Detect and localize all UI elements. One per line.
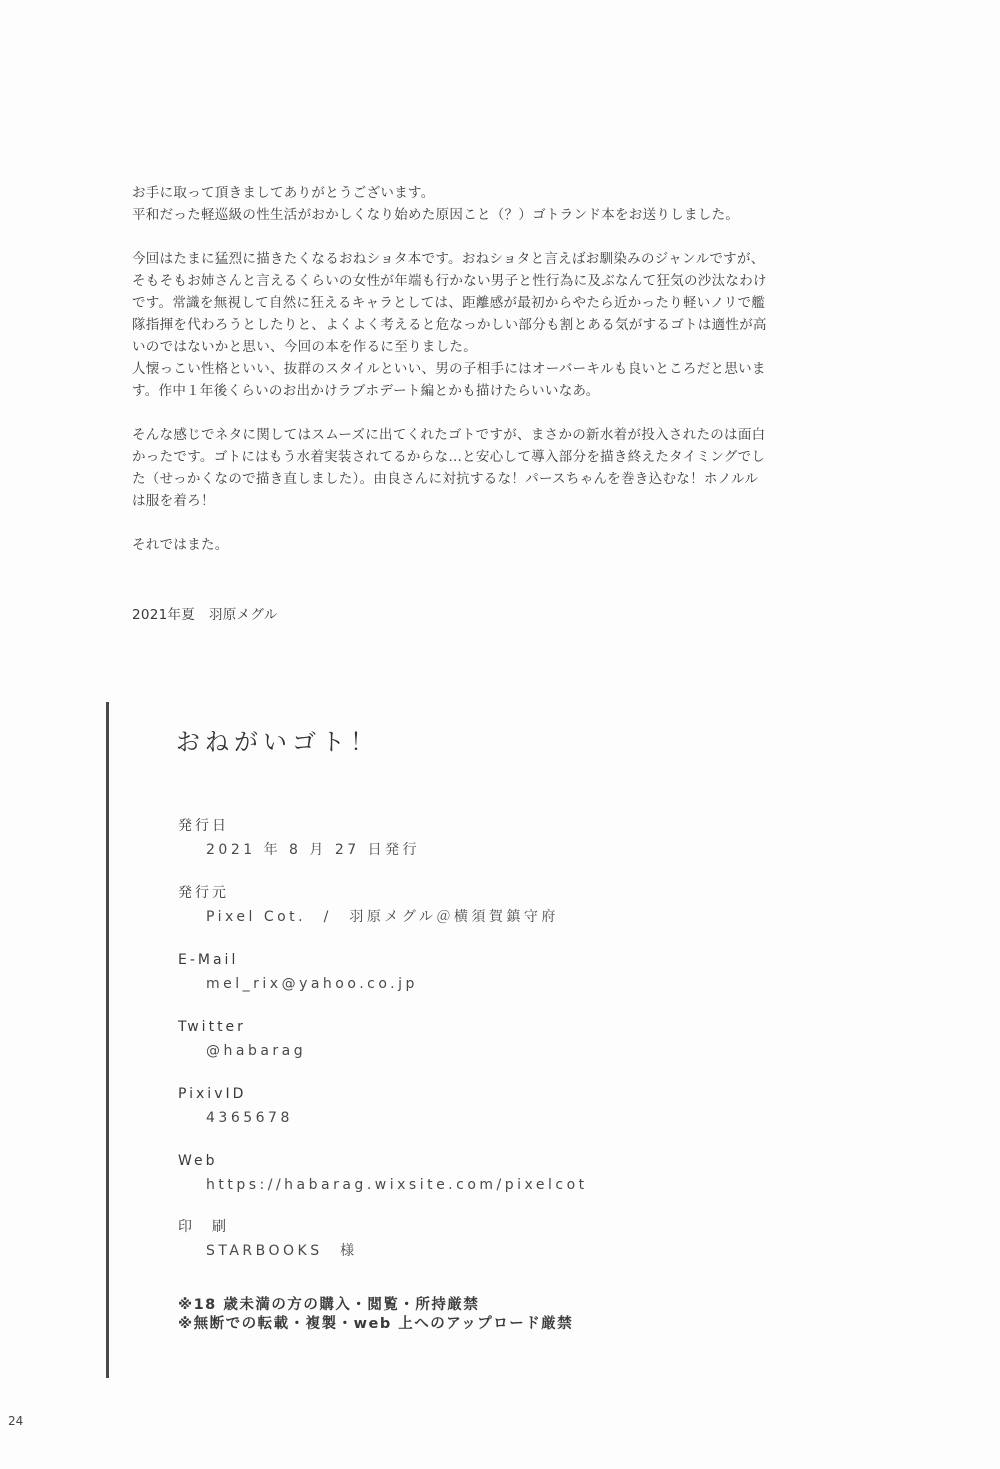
web-value: https://habarag.wixsite.com/pixelcot — [206, 1177, 588, 1193]
text-line: 今回はたまに猛烈に描きたくなるおねショタ本です。おねショタと言えばお馴染みのジャンルですが、 — [132, 251, 765, 267]
notice-no-reproduction: ※無断での転載・複製・web 上へのアップロード厳禁 — [178, 1316, 574, 1332]
text-line: た（せっかくなので描き直しました）。由良さんに対抗するな！パースちゃんを巻き込むな！ホノルル — [132, 471, 759, 487]
web-label: Web — [178, 1153, 218, 1169]
colophon-pixiv — [178, 1084, 293, 1128]
colophon-printer — [178, 1217, 358, 1261]
colophon-divider — [106, 702, 109, 1378]
afterword-paragraph — [132, 534, 842, 556]
email-label: E-Mail — [178, 952, 239, 968]
text-line: お手に取って頂きましてありがとうございます。 — [132, 185, 435, 201]
colophon-publisher — [178, 883, 559, 927]
text-line: 人懐っこい性格といい、抜群のスタイルといい、男の子相手にはオーバーキルも良いところだと思いま — [132, 361, 766, 377]
afterword-paragraph — [132, 182, 842, 226]
text-line: 平和だった軽巡級の性生活がおかしくなり始めた原因こと（？）ゴトランド本をお送りしました。 — [132, 207, 740, 223]
text-line: です。常識を無視して自然に狂えるキャラとしては、距離感が最初からやたら近かったり軽いノリで艦 — [132, 295, 766, 311]
text-line: は服を着ろ！ — [132, 493, 215, 509]
colophon-publish-date — [178, 816, 420, 860]
afterword — [132, 182, 842, 578]
text-line: かったです。ゴトにはもう水着実装されてるからな…と安心して導入部分を描き終えたタイミングでし — [132, 449, 766, 465]
text-line: す。作中１年後くらいのお出かけラブホデート編とかも描けたらいいなあ。 — [132, 383, 600, 399]
publisher-label: 発行元 — [178, 885, 229, 901]
afterword-paragraph — [132, 248, 842, 402]
twitter-label: Twitter — [178, 1019, 246, 1035]
pixiv-label: PixivID — [178, 1086, 247, 1102]
twitter-value: @habarag — [206, 1043, 307, 1059]
text-line: 隊指揮を代わろうとしたりと、よくよく考えると危なっかしい部分も割とある気がするゴトは適性が高 — [132, 317, 767, 333]
notice-age-restriction: ※18 歳未満の方の購入・閲覧・所持厳禁 — [178, 1297, 480, 1313]
colophon-title: おねがいゴト！ — [176, 728, 379, 756]
colophon-twitter — [178, 1017, 306, 1061]
publisher-value: Pixel Cot. / 羽原メグル＠横須賀鎮守府 — [206, 909, 559, 925]
colophon-notices — [178, 1296, 573, 1334]
printer-value: STARBOOKS 様 — [206, 1243, 358, 1259]
text-line: それではまた。 — [132, 537, 229, 553]
pixiv-value: 4365678 — [206, 1110, 293, 1126]
colophon-web — [178, 1151, 588, 1195]
page-number: 24 — [8, 1414, 24, 1428]
afterword-signature: 2021年夏 羽原メグル — [132, 607, 278, 623]
publish-date-value: 2021 年 8 月 27 日発行 — [206, 842, 421, 858]
printer-label: 印 刷 — [178, 1219, 229, 1235]
text-line: いのではないかと思い、今回の本を作るに至りました。 — [132, 339, 477, 355]
afterword-paragraph — [132, 424, 842, 512]
text-line: そんな感じでネタに関してはスムーズに出てくれたゴトですが、まさかの新水着が投入されたのは面白 — [132, 427, 766, 443]
publish-date-label: 発行日 — [178, 818, 229, 834]
text-line: そもそもお姉さんと言えるくらいの女性が年端も行かない男子と性行為に及ぶなんて狂気の沙汰なわけ — [132, 273, 767, 289]
email-value: mel_rix@yahoo.co.jp — [206, 976, 418, 992]
colophon-email — [178, 950, 418, 994]
